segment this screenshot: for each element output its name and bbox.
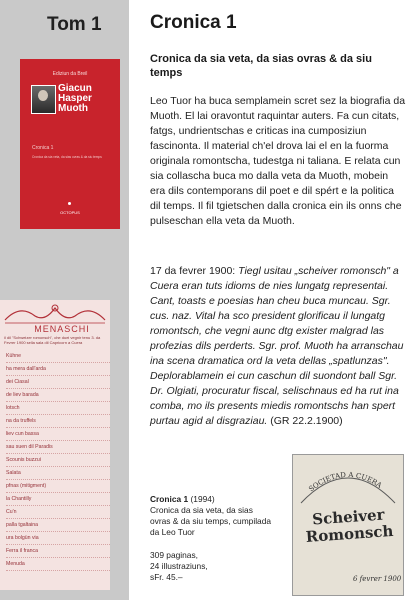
program-item: Menuda (6, 558, 110, 571)
program-item: Scounis buzzui (6, 454, 110, 467)
svg-text:SOCIETAD A CUERA (307, 471, 384, 494)
quote-paragraph (150, 264, 406, 429)
program-item: ura bolgün via (6, 532, 110, 545)
program-item: dei Ciasal (6, 376, 110, 389)
program-item: ha mera dall'arda (6, 363, 110, 376)
program-item: la Chantilly (6, 493, 110, 506)
book-info-illustrations: 24 illustraziuns, (150, 561, 208, 571)
program-item: pfnas (mitigment) (6, 480, 110, 493)
book-info-pages: 309 paginas, (150, 550, 198, 560)
book-info (150, 494, 275, 583)
program-item: Ferra il franca (6, 545, 110, 558)
program-item: Salata (6, 467, 110, 480)
book-info-heading (150, 494, 275, 505)
book-info-year: (1994) (188, 494, 215, 504)
cover-blurb: Cronica da sia veta, da sias ovras & da siu temps (32, 155, 102, 159)
menu-program-image (0, 300, 110, 590)
cover-author (58, 84, 118, 114)
book-info-description: Cronica da sia veta, da sias ovras & da siu temps, cumpilada da Leo Tuor (150, 505, 272, 537)
program-item: de liev barada (6, 389, 110, 402)
quote-date: 17 da fevrer 1900: (150, 265, 239, 277)
intro-paragraph: Leo Tuor ha buca semplamein scret sez la biografia da Muoth. El lai oravontut raquintar auters. Fa cun citats, fatgs, undrientschas e criticas ina cumposiziun fascinonta. Il material ch'el drova lai el en la fuorma originala romontscha, tudestga ni taliana. E relata cun sia collascha buca mo dalla veta da Muoth, mobein era dils contemporans dil poet e dil spért e la politica dil temps. Il fil tgietschen dalla cronica ein ils onns che pulseschan ella veta da Muoth. (150, 95, 406, 227)
poster-main-text: Scheiver Romonsch (305, 505, 394, 547)
program-item: Kühne (6, 350, 110, 363)
cover-author-line: Hasper (58, 93, 92, 104)
cover-title: Cronica 1 (32, 145, 54, 151)
poster-arc-text: SOCIETAD A CUERA (307, 470, 384, 494)
program-item: lotsch (6, 402, 110, 415)
poster-date: 6 fevrer 1900 (353, 575, 402, 583)
program-item: na da truffels (6, 415, 110, 428)
program-item: Cu'n (6, 506, 110, 519)
vintage-poster-image (292, 454, 404, 596)
cover-author-line: Muoth (58, 103, 88, 114)
ornament-icon (0, 300, 110, 326)
publisher-logo-icon (68, 202, 71, 205)
cover-publisher: OCTOPUS (60, 210, 80, 215)
program-subtitle: il dil "Schweizer romonsch", che duei vegnir tenu 3. da Fevrer 1900 sella sala dil Capricorn a Cuera (4, 335, 101, 345)
book-info-title: Cronica 1 (150, 494, 189, 504)
program-item: palla tgaltaina (6, 519, 110, 532)
book-info-stats (150, 550, 275, 583)
program-list (6, 350, 110, 571)
quote-source: (GR 22.2.1900) (267, 415, 343, 427)
cover-author-line: Giacun (58, 83, 92, 94)
page-subtitle: Cronica da sia veta, da sias ovras & da siu temps (150, 53, 372, 79)
book-cover-image (20, 59, 120, 229)
program-heading: MENASCHI (34, 324, 90, 334)
program-item: liev cun bassa (6, 428, 110, 441)
quote-text: Tiegl usitau „scheiver romonsch" a Cuera eran tuts idioms de nies lungatg representai. Cant, toasts e poesias han cheu buca muncau. Sgr. cus. naz. Vital ha sco president glorificau il lungatg romontsch, che vegni aunc dtg exister malgrad las profezias dils perderts. Sgr. prof. Muoth ha arranschau ina scena dramatica ord la veta dellas „spatlunzas". Deplorablamein ei cun caschun dil suondont ball Sgr. Dr. Olgiati, procuratur fiscal, selischnaus ed ha rut ina comba, mo ils presents miedis romontschs han spert purtau agid al disgraziau. (150, 265, 404, 427)
cover-edition: Ediziun da Breil (52, 71, 88, 77)
book-info-price: sFr. 45.– (150, 572, 183, 582)
volume-label: Tom 1 (47, 14, 102, 35)
page-title: Cronica 1 (150, 12, 237, 33)
author-portrait (31, 85, 56, 114)
program-item: sau suen dil Paradis (6, 441, 110, 454)
